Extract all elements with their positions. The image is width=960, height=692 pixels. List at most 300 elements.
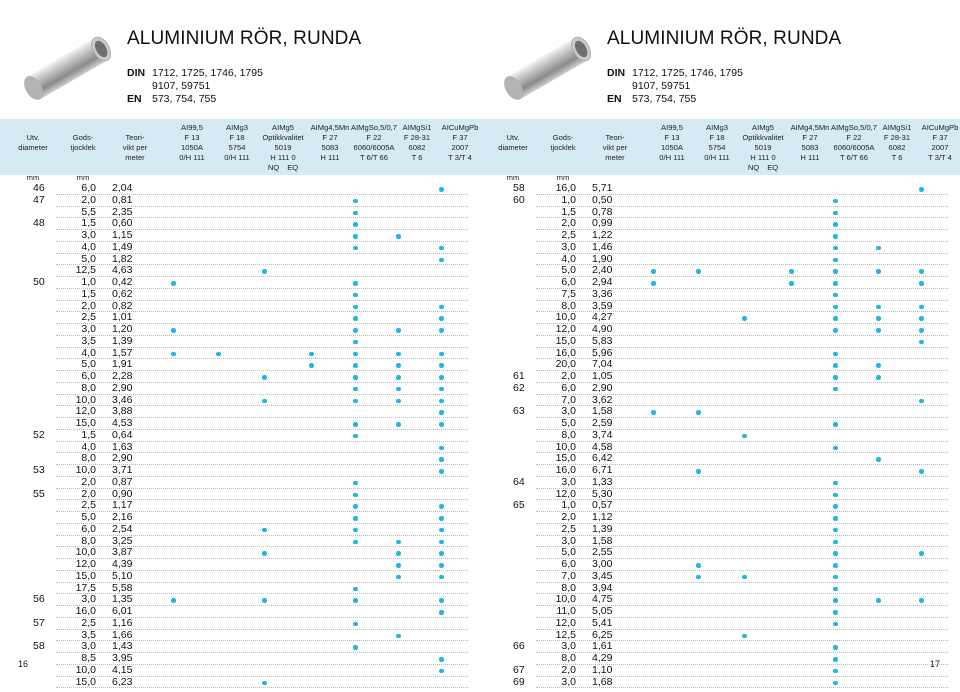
wall-thickness: 16,0 <box>555 182 576 194</box>
header-alloy <box>394 123 440 175</box>
weight-per-meter: 0,78 <box>592 205 613 218</box>
weight-per-meter: 1,82 <box>112 252 133 265</box>
availability-dot-icon <box>833 422 838 427</box>
header-text: 5754 <box>708 143 726 152</box>
availability-dot-icon <box>833 199 838 204</box>
weight-per-meter: 5,58 <box>112 581 133 594</box>
table-row <box>0 477 480 489</box>
header-text: diameter <box>18 143 48 152</box>
wall-thickness: 4,0 <box>81 240 96 253</box>
availability-dot-icon <box>353 587 358 592</box>
table-header <box>0 119 480 182</box>
availability-dot-icon <box>396 575 401 580</box>
wall-thickness: 8,0 <box>81 452 96 465</box>
weight-per-meter: 1,58 <box>592 534 613 547</box>
weight-per-meter: 4,75 <box>592 593 613 606</box>
weight-per-meter: 1,63 <box>112 440 133 453</box>
header-text: Utv. <box>506 133 520 142</box>
availability-dot-icon <box>396 540 401 545</box>
table-row <box>0 395 480 407</box>
availability-dot-icon <box>833 375 838 380</box>
availability-dot-icon <box>439 399 444 404</box>
wall-thickness: 8,0 <box>81 534 96 547</box>
availability-dot-icon <box>216 352 221 357</box>
weight-per-meter: 4,53 <box>112 417 133 429</box>
header-alloy <box>787 123 833 175</box>
wall-thickness: 12,0 <box>555 616 576 629</box>
weight-per-meter: 2,16 <box>112 511 133 523</box>
availability-dot-icon <box>353 246 358 251</box>
outer-diameter: 61 <box>513 370 525 382</box>
table-row <box>0 336 480 348</box>
wall-thickness: 5,0 <box>81 511 96 523</box>
outer-diameter: 47 <box>33 193 45 206</box>
table-row <box>0 547 480 559</box>
availability-dot-icon <box>439 352 444 357</box>
table-row <box>0 289 480 301</box>
availability-dot-icon <box>439 657 444 662</box>
availability-dot-icon <box>396 352 401 357</box>
availability-dot-icon <box>439 563 444 568</box>
weight-per-meter: 1,17 <box>112 499 133 512</box>
availability-dot-icon <box>353 293 358 298</box>
wall-thickness: 12,0 <box>75 405 96 418</box>
header-text: AIMgSo,5/0,7 <box>351 123 398 132</box>
availability-dot-icon <box>353 222 358 227</box>
table-row <box>0 606 480 618</box>
availability-dot-icon <box>833 446 838 451</box>
availability-dot-icon <box>833 328 838 333</box>
header-nq: NQ <box>747 163 760 172</box>
wall-thickness: 15,0 <box>75 675 96 688</box>
wall-thickness: 16,0 <box>555 346 576 359</box>
wall-thickness: 6,0 <box>561 381 576 394</box>
wall-thickness: 12,5 <box>75 264 96 277</box>
standard-value: 9107, 59751 <box>152 80 211 92</box>
wall-thickness: 12,0 <box>555 487 576 500</box>
table-row <box>0 301 480 313</box>
availability-dot-icon <box>833 504 838 509</box>
table-row <box>480 594 960 606</box>
availability-dot-icon <box>919 328 924 333</box>
table-row <box>480 630 960 642</box>
weight-per-meter: 0,62 <box>112 287 133 300</box>
standard-value: 9107, 59751 <box>632 80 691 92</box>
table-row <box>480 453 960 465</box>
availability-dot-icon <box>171 328 176 333</box>
table-row <box>480 606 960 618</box>
table-row <box>480 242 960 254</box>
availability-dot-icon <box>833 563 838 568</box>
header-text: 6060/6005A <box>833 143 875 152</box>
header-text: 0/H 111 <box>179 153 205 162</box>
availability-dot-icon <box>353 363 358 368</box>
header-text: F 22 <box>366 133 382 142</box>
page-right <box>480 0 960 692</box>
availability-dot-icon <box>439 446 444 451</box>
weight-per-meter: 0,87 <box>112 475 133 488</box>
table-row <box>480 477 960 489</box>
wall-thickness: 16,0 <box>555 464 576 476</box>
header-nq-eq <box>260 163 306 173</box>
availability-dot-icon <box>353 199 358 204</box>
header-text: 5754 <box>228 143 246 152</box>
table-row <box>480 653 960 665</box>
weight-per-meter: 3,46 <box>112 393 133 406</box>
availability-dot-icon <box>439 669 444 674</box>
outer-diameter: 55 <box>33 487 45 500</box>
standard-label-en: EN <box>607 93 622 105</box>
weight-per-meter: 3,62 <box>592 393 613 406</box>
weight-per-meter: 3,88 <box>112 405 133 418</box>
availability-dot-icon <box>696 269 701 274</box>
header-text: 1050A <box>661 143 683 152</box>
wall-thickness: 8,0 <box>561 299 576 312</box>
header-text: AIMgSo,5/0,7 <box>831 123 878 132</box>
weight-per-meter: 1,39 <box>592 522 613 535</box>
wall-thickness: 3,5 <box>81 628 96 641</box>
outer-diameter: 46 <box>33 182 45 194</box>
wall-thickness: 8,0 <box>561 652 576 664</box>
wall-thickness: 3,0 <box>561 475 576 488</box>
wall-thickness: 5,5 <box>81 205 96 218</box>
weight-per-meter: 5,96 <box>592 346 613 359</box>
availability-dot-icon <box>833 293 838 298</box>
availability-dot-icon <box>396 634 401 639</box>
header-alloy <box>214 123 260 175</box>
weight-per-meter: 1,16 <box>112 616 133 629</box>
wall-thickness: 3,0 <box>561 675 576 688</box>
availability-dot-icon <box>742 316 747 321</box>
wall-thickness: 6,0 <box>81 182 96 194</box>
availability-dot-icon <box>353 352 358 357</box>
header-text: F 22 <box>846 133 862 142</box>
availability-dot-icon <box>439 540 444 545</box>
availability-dot-icon <box>876 269 881 274</box>
table-row <box>480 359 960 371</box>
outer-diameter: 57 <box>33 616 45 629</box>
header-text: T 6/T 66 <box>839 153 868 162</box>
wall-thickness: 10,0 <box>75 663 96 676</box>
header-alloy <box>740 123 786 175</box>
header-text: 0/H 111 <box>659 153 685 162</box>
outer-diameter: 58 <box>513 182 525 194</box>
availability-dot-icon <box>439 305 444 310</box>
table-row <box>480 383 960 395</box>
header-text: 2007 <box>451 143 469 152</box>
header-text: tjocklek <box>70 143 96 152</box>
availability-dot-icon <box>833 610 838 615</box>
table-row <box>0 559 480 571</box>
availability-dot-icon <box>651 410 656 415</box>
wall-thickness: 6,0 <box>81 522 96 535</box>
table-row <box>0 524 480 536</box>
weight-per-meter: 2,35 <box>112 205 133 218</box>
wall-thickness: 2,0 <box>561 511 576 523</box>
wall-thickness: 5,0 <box>561 417 576 429</box>
table-row <box>0 442 480 454</box>
standards-block <box>607 67 743 106</box>
availability-dot-icon <box>833 481 838 486</box>
table-row <box>0 665 480 677</box>
header-text: 5083 <box>321 143 339 152</box>
availability-dot-icon <box>833 352 838 357</box>
table-row <box>480 195 960 207</box>
header-text: F 28-31 <box>883 133 911 142</box>
availability-dot-icon <box>876 316 881 321</box>
weight-per-meter: 5,83 <box>592 334 613 347</box>
header-unit: mm <box>26 173 40 182</box>
table-row <box>0 677 480 689</box>
availability-dot-icon <box>439 516 444 521</box>
table-row <box>0 536 480 548</box>
table-row <box>480 207 960 219</box>
wall-thickness: 4,0 <box>81 346 96 359</box>
availability-dot-icon <box>876 598 881 603</box>
availability-dot-icon <box>353 516 358 521</box>
header-text: AIMgSi1 <box>882 123 912 132</box>
header-alloy <box>917 123 960 175</box>
header-text: tjocklek <box>550 143 576 152</box>
availability-dot-icon <box>833 246 838 251</box>
availability-dot-icon <box>919 316 924 321</box>
availability-dot-icon <box>396 563 401 568</box>
table-row <box>480 677 960 689</box>
table-row <box>480 301 960 313</box>
availability-dot-icon <box>439 246 444 251</box>
wall-thickness: 3,0 <box>81 323 96 335</box>
availability-dot-icon <box>171 598 176 603</box>
availability-dot-icon <box>919 469 924 474</box>
header-text: AIMg5 <box>752 123 774 132</box>
header-wall-thickness <box>540 133 586 185</box>
table-row <box>0 242 480 254</box>
availability-dot-icon <box>833 657 838 662</box>
availability-dot-icon <box>439 187 444 192</box>
wall-thickness: 15,0 <box>555 334 576 347</box>
header-text: 6082 <box>408 143 426 152</box>
wall-thickness: 15,0 <box>75 569 96 582</box>
wall-thickness: 6,0 <box>81 370 96 382</box>
weight-per-meter: 0,81 <box>112 193 133 206</box>
availability-dot-icon <box>353 434 358 439</box>
header-text: F 28-31 <box>403 133 431 142</box>
availability-dot-icon <box>171 352 176 357</box>
wall-thickness: 5,0 <box>561 546 576 559</box>
header-diameter <box>12 133 54 185</box>
header-text: H 111 0 <box>750 153 776 162</box>
wall-thickness: 1,0 <box>561 499 576 512</box>
table-row <box>0 453 480 465</box>
table-row <box>480 265 960 277</box>
header-text: Gods- <box>72 133 94 142</box>
availability-dot-icon <box>262 598 267 603</box>
weight-per-meter: 4,90 <box>592 323 613 335</box>
wall-thickness: 16,0 <box>75 605 96 617</box>
availability-dot-icon <box>353 281 358 286</box>
weight-per-meter: 2,59 <box>592 417 613 429</box>
header-text: Teori- <box>125 133 145 142</box>
table-row <box>480 230 960 242</box>
wall-thickness: 2,5 <box>561 522 576 535</box>
weight-per-meter: 1,90 <box>592 252 613 265</box>
tube-table-body <box>480 183 960 688</box>
table-row <box>0 465 480 477</box>
table-row <box>480 371 960 383</box>
outer-diameter: 50 <box>33 276 45 288</box>
wall-thickness: 10,0 <box>555 593 576 606</box>
availability-dot-icon <box>353 375 358 380</box>
weight-per-meter: 0,99 <box>592 217 613 230</box>
availability-dot-icon <box>833 516 838 521</box>
availability-dot-icon <box>833 587 838 592</box>
availability-dot-icon <box>833 234 838 239</box>
wall-thickness: 3,0 <box>561 640 576 653</box>
header-unit: mm <box>506 173 520 182</box>
weight-per-meter: 2,54 <box>112 522 133 535</box>
weight-per-meter: 3,74 <box>592 428 613 441</box>
wall-thickness: 2,5 <box>81 499 96 512</box>
availability-dot-icon <box>353 399 358 404</box>
table-row <box>0 500 480 512</box>
availability-dot-icon <box>439 504 444 509</box>
availability-dot-icon <box>439 457 444 462</box>
availability-dot-icon <box>833 575 838 580</box>
wall-thickness: 12,0 <box>555 323 576 335</box>
weight-per-meter: 1,35 <box>112 593 133 606</box>
header-eq: EQ <box>287 163 299 172</box>
outer-diameter: 63 <box>513 405 525 418</box>
weight-per-meter: 1,20 <box>112 323 133 335</box>
availability-dot-icon <box>439 469 444 474</box>
availability-dot-icon <box>696 563 701 568</box>
table-row <box>0 641 480 653</box>
table-row <box>0 348 480 360</box>
availability-dot-icon <box>833 528 838 533</box>
header-text: 5019 <box>274 143 292 152</box>
availability-dot-icon <box>171 281 176 286</box>
outer-diameter: 48 <box>33 217 45 230</box>
weight-per-meter: 1,10 <box>592 663 613 676</box>
wall-thickness: 3,5 <box>81 334 96 347</box>
availability-dot-icon <box>696 575 701 580</box>
outer-diameter: 52 <box>33 428 45 441</box>
availability-dot-icon <box>876 363 881 368</box>
wall-thickness: 1,5 <box>561 205 576 218</box>
weight-per-meter: 1,49 <box>112 240 133 253</box>
header-text: 2007 <box>931 143 949 152</box>
availability-dot-icon <box>439 363 444 368</box>
weight-per-meter: 3,94 <box>592 581 613 594</box>
table-row <box>480 547 960 559</box>
availability-dot-icon <box>833 211 838 216</box>
availability-dot-icon <box>353 211 358 216</box>
table-row <box>480 512 960 524</box>
availability-dot-icon <box>439 410 444 415</box>
table-row <box>480 183 960 195</box>
availability-dot-icon <box>919 187 924 192</box>
wall-thickness: 8,5 <box>81 652 96 664</box>
standard-value: 573, 754, 755 <box>152 93 217 105</box>
outer-diameter: 64 <box>513 475 525 488</box>
availability-dot-icon <box>353 645 358 650</box>
wall-thickness: 1,5 <box>81 428 96 441</box>
availability-dot-icon <box>439 551 444 556</box>
wall-thickness: 3,0 <box>81 593 96 606</box>
availability-dot-icon <box>353 598 358 603</box>
weight-per-meter: 4,29 <box>592 652 613 664</box>
availability-dot-icon <box>833 281 838 286</box>
header-unit: mm <box>76 173 90 182</box>
table-row <box>480 665 960 677</box>
wall-thickness: 15,0 <box>75 417 96 429</box>
availability-dot-icon <box>262 399 267 404</box>
availability-dot-icon <box>651 269 656 274</box>
availability-dot-icon <box>353 305 358 310</box>
header-text: AI99,5 <box>661 123 683 132</box>
weight-per-meter: 4,58 <box>592 440 613 453</box>
table-row <box>0 230 480 242</box>
wall-thickness: 2,0 <box>81 475 96 488</box>
header-text: AICuMgPb <box>441 123 479 132</box>
table-row <box>480 336 960 348</box>
table-row <box>0 265 480 277</box>
availability-dot-icon <box>919 551 924 556</box>
standard-value: 1712, 1725, 1746, 1795 <box>152 67 263 79</box>
weight-per-meter: 3,59 <box>592 299 613 312</box>
availability-dot-icon <box>396 328 401 333</box>
availability-dot-icon <box>919 269 924 274</box>
wall-thickness: 2,0 <box>81 193 96 206</box>
header-text: meter <box>125 153 145 162</box>
availability-dot-icon <box>439 328 444 333</box>
header-text: H 111 <box>320 153 340 162</box>
header-text: AIMg4,5Mn <box>790 123 830 132</box>
wall-thickness: 1,5 <box>81 217 96 230</box>
standards-block <box>127 67 263 106</box>
header-text: F 27 <box>802 133 818 142</box>
header-unit: mm <box>556 173 570 182</box>
header-text: Optikkvalitet <box>742 133 784 142</box>
weight-per-meter: 1,05 <box>592 370 613 382</box>
header-text: 6060/6005A <box>353 143 395 152</box>
header-text: AIMgSi1 <box>402 123 432 132</box>
wall-thickness: 10,0 <box>75 393 96 406</box>
wall-thickness: 3,0 <box>561 534 576 547</box>
outer-diameter: 58 <box>33 640 45 653</box>
header-text: vikt per <box>602 143 628 152</box>
standard-label-din: DIN <box>607 67 626 79</box>
table-row <box>480 218 960 230</box>
table-row <box>0 430 480 442</box>
header-text: H 111 <box>800 153 820 162</box>
table-row <box>480 465 960 477</box>
availability-dot-icon <box>353 493 358 498</box>
availability-dot-icon <box>262 551 267 556</box>
weight-per-meter: 6,25 <box>592 628 613 641</box>
wall-thickness: 8,0 <box>561 581 576 594</box>
availability-dot-icon <box>919 399 924 404</box>
availability-dot-icon <box>396 551 401 556</box>
weight-per-meter: 5,30 <box>592 487 613 500</box>
wall-thickness: 1,0 <box>561 193 576 206</box>
table-row <box>0 277 480 289</box>
weight-per-meter: 5,71 <box>592 182 613 194</box>
table-row <box>480 583 960 595</box>
weight-per-meter: 5,10 <box>112 569 133 582</box>
weight-per-meter: 2,28 <box>112 370 133 382</box>
availability-dot-icon <box>919 598 924 603</box>
